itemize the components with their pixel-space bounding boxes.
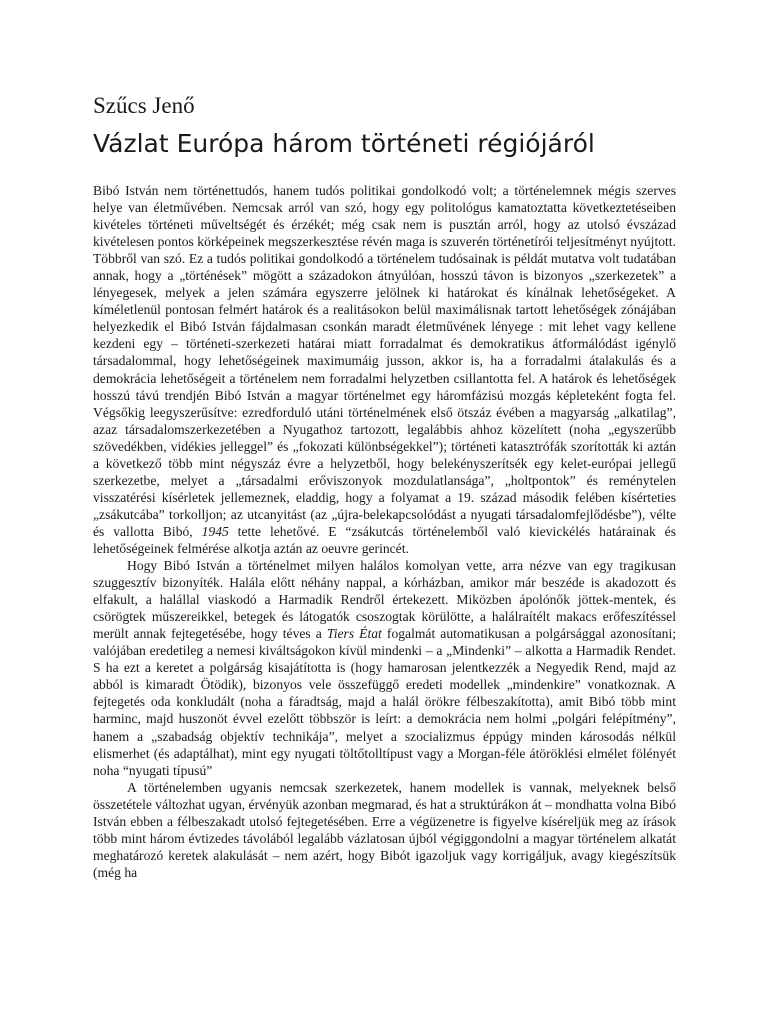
italic-term: Tiers État xyxy=(326,626,382,642)
body-text xyxy=(93,182,676,881)
author-name: Szűcs Jenő xyxy=(93,93,195,118)
text-segment: Bibó István nem történettudós, hanem tudós politikai gondolkodó volt; a történelemnek mégis szerves helye van életművében. Nemcsak arról van szó, hogy egy politológus kamatoztatta következtetéseiben kivételes történeti műveltségét és érzékét; még csak nem is pusztán arról, hogy az utolsó évszázad kivételesen pontos körképeinek megszerkesztése révén maga is szuverén történetírói teljesítményt nyújtott. Többről van szó. Ez a tudós politikai gondolkodó a történelem tudósainak is példát mutatva volt tudatában annak, hogy a „történések” mögött a századokon átnyúlóan, hosszú távon is bizonyos „szerkezetek” a lényegesek, melyek a jelen számára egyszerre jelölnek ki határokat és kínálnak lehetőségeket. A kíméletlenül pontosan felmért határok és a realitásokon belül maximálisnak tartott lehetőségek zónájában helyezkedik el Bibó István fájdalmasan csonkán maradt életművének lényege : mit lehet vagy kellene kezdeni egy – történeti-szerkezeti határai miatt forradalmat és demokratikus átformálódást igénylő társadalommal, hogy lehetőségeinek maximumáig jusson, akkor is, ha a forradalmi átalakulás és a demokrácia lehetőségeit a történelem nem forradalmi helyzetben csillantotta fel. A határok és lehetőségek hosszú távú trendjén Bibó István a magyar történelmet egy háromfázisú mozgás képleteként fogta fel. Végsőkig leegyszerűsítve: ezredforduló utáni történelmének első ötszáz évében a magyarság „alkatilag”, azaz társadalomszerkezetében a Nyugathoz tartozott, legalábbis ahhoz közelített (noha „egyszerűbb szövedékben, vidékies jelleggel” és „fokozati különbségekkel”); történeti katasztrófák szorították ki aztán a következő több mint négyszáz évre a helyzetből, hogy belekényszerítsék egy kelet-európai jellegű szerkezetbe, melyet a „társadalmi erőviszonyok mozdulatlansága”, „holtpontok” és reménytelen visszatérési kísérletek jellemeznek, eladdig, hogy a folyamat a 19. század második felében kísérteties „zsákutcába” torkolljon; az utcanyitást (az „újra-belekapcsolódást a nyugati társadalomfejlődésbe”), vélte és vallotta Bibó, xyxy=(93,183,676,539)
paragraph xyxy=(93,557,676,779)
text-segment: tette lehetővé. E “zsákutcás történelemből való kievickélés határainak és lehetőségeinek felmérése alkotja aztán az oeuvre gerincét. xyxy=(93,523,676,556)
text-segment: A történelemben ugyanis nemcsak szerkezetek, hanem modellek is vannak, melyeknek belső összetétele változhat ugyan, érvényük azonban megmarad, és hat a struktúrákon át – mondhatta volna Bibó István ebben a félbeszakadt utolsó fejtegetésében. Erre a végüzenetre is figyelve kíséreljük meg az írások több mint három évtizedes távolából legalább vázlatosan újból végiggondolni a magyar történelem alkatát meghatározó keretek alakulását – nem azért, hogy Bibót igazoljuk vagy korrigáljuk, avagy kiegészítsük (még ha xyxy=(93,779,676,880)
italic-year: 1945 xyxy=(201,523,229,539)
text-segment: Hogy Bibó István a történelmet milyen halálos komolyan vette, arra nézve van egy tragikusan szuggesztív bizonyíték. Halála előtt néhány nappal, a kórházban, amikor már beszéde is akadozott és elfakult, a halállal viaskodó a Harmadik Rendről értekezett. Miközben ápolónők jöttek-mentek, és csörögtek műszereikkel, betegek és látogatók csoszogtak körülötte, a halálraítélt makacs erőfeszítéssel merült annak fejtegetésébe, hogy téves a xyxy=(93,558,676,642)
text-segment: fogalmát automatikusan a polgársággal azonosítani; valójában eredetileg a nemesi kiváltságokon kívül mindenki – a „Mindenki” – alkotta a Harmadik Rendet. S ha ezt a keretet a polgárság kisajátította is (hogy hamarosan jelentkezzék a Negyedik Rend, majd az abból is kimaradt Ötödik), bizonyos vele összefüggő eredeti modellek „mindenkire” vonatkoznak. A fejtegetés oda konkludált (noha a fáradtság, majd a halál örökre félbeszakította), amit Bibó több mint harminc, majd huszonöt évvel ezelőtt többször is leírt: a demokrácia nem holmi „polgári felépítmény”, hanem a „szabadság objektív technikája”, melyet a szocializmus éppúgy minden károsodás nélkül elismerhet (és adaptálhat), mint egy nyugati töltőtolltípust vagy a Morgan-féle átöröklési elmélet fölényét noha “nyugati típusú” xyxy=(93,626,676,778)
paragraph xyxy=(93,779,676,881)
document-title: Vázlat Európa három történeti régiójáról xyxy=(93,129,595,158)
paragraph xyxy=(93,182,676,557)
